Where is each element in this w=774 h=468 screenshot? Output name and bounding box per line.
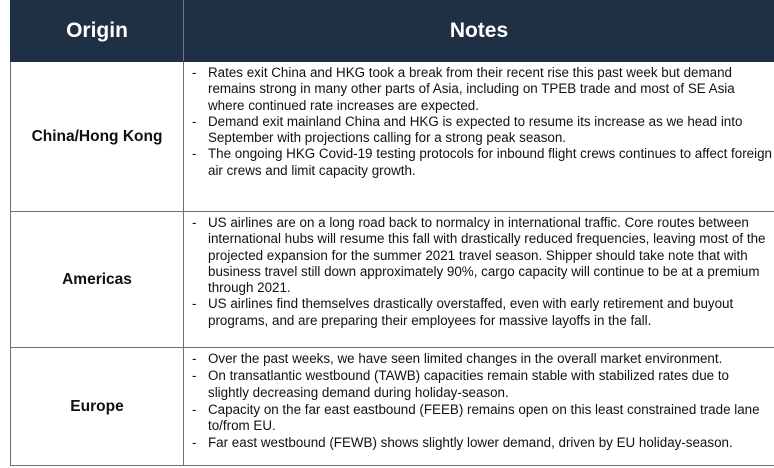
table-row-americas bbox=[11, 212, 774, 348]
table-row-china-hong-kong bbox=[11, 62, 774, 212]
notes-list bbox=[190, 65, 772, 179]
header-row bbox=[11, 1, 774, 62]
list-item: - US airlines are on a long road back to normalcy in international traffic. Core routes between international hubs will resume this fall with drastically reduced frequencies, leaving most of the projected expansion for the summer 2021 travel season. Shipper should take note that with business travel still down approximately 90%, cargo capacity will continue to be at a premium through 2021. bbox=[190, 215, 772, 296]
notes-cell bbox=[184, 212, 774, 348]
origin-cell: China/Hong Kong bbox=[11, 62, 184, 212]
list-item: - US airlines find themselves drastically overstaffed, even with early retirement and buyout programs, and are preparing their employees for massive layoffs in the fall. bbox=[190, 296, 772, 329]
list-item: - Far east westbound (FEWB) shows slightly lower demand, driven by EU holiday-season. bbox=[190, 435, 772, 451]
table-row-europe bbox=[11, 348, 774, 466]
origin-cell: Europe bbox=[11, 348, 184, 466]
list-item: - The ongoing HKG Covid-19 testing protocols for inbound flight crews continues to affect foreign air crews and limit capacity growth. bbox=[190, 146, 772, 179]
list-item: - Demand exit mainland China and HKG is expected to resume its increase as we head into September with projections calling for a strong peak season. bbox=[190, 114, 772, 147]
notes-column-header: Notes bbox=[184, 1, 774, 62]
notes-cell bbox=[184, 62, 774, 212]
list-item: - Capacity on the far east eastbound (FEEB) remains open on this least constrained trade lane to/from EU. bbox=[190, 402, 772, 435]
list-item: - Rates exit China and HKG took a break from their recent rise this past week but demand remains strong in many other parts of Asia, including on TPEB trade and most of SE Asia where continued rate increases are expected. bbox=[190, 65, 772, 114]
list-item: - On transatlantic westbound (TAWB) capacities remain stable with stabilized rates due to slightly decreasing demand during holiday-season. bbox=[190, 368, 772, 401]
origin-cell: Americas bbox=[11, 212, 184, 348]
notes-list bbox=[190, 351, 772, 452]
origin-column-header: Origin bbox=[11, 1, 184, 62]
list-item: - Over the past weeks, we have seen limited changes in the overall market environment. bbox=[190, 351, 772, 367]
notes-table bbox=[10, 0, 774, 466]
notes-cell bbox=[184, 348, 774, 466]
notes-list bbox=[190, 215, 772, 329]
